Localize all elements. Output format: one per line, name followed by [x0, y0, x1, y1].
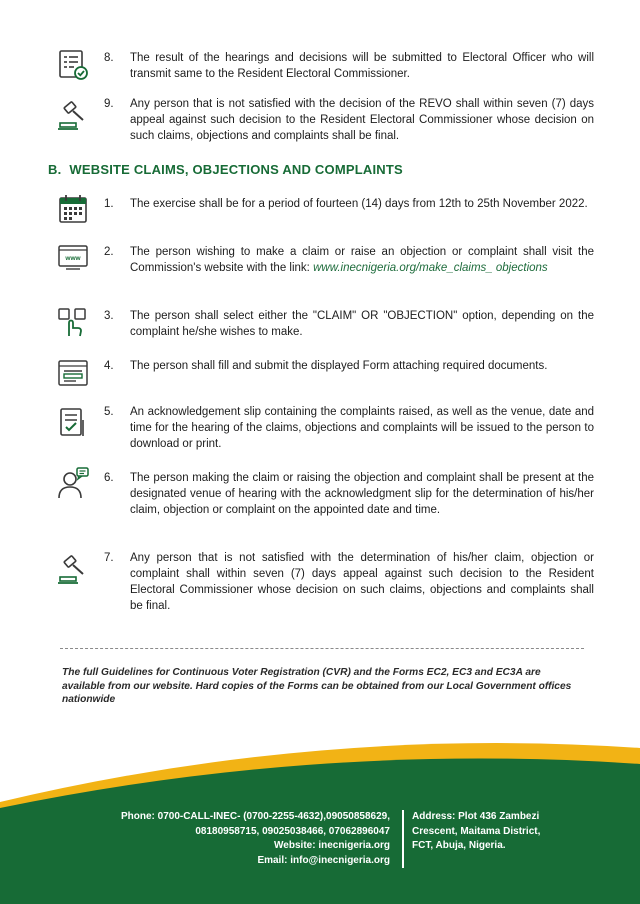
footer-address-line-3: FCT, Abuja, Nigeria. [412, 840, 506, 851]
svg-text:www: www [65, 255, 81, 262]
footer-website[interactable]: Website: inecnigeria.org [274, 840, 390, 851]
select-option-icon [56, 306, 90, 340]
item-number: 3. [104, 310, 114, 322]
checklist-icon [56, 48, 90, 82]
item-text: The exercise shall be for a period of fourteen (14) days from 12th to 25th November 2022. [130, 198, 588, 210]
form-icon [56, 356, 90, 390]
item-number: 5. [104, 406, 114, 418]
item-text: The person shall select either the "CLAIM" OR "OBJECTION" option, depending on the complaint he/she wishes to make. [130, 310, 594, 338]
person-speaking-icon [56, 466, 90, 500]
dashed-divider [60, 648, 584, 649]
section-title: WEBSITE CLAIMS, OBJECTIONS AND COMPLAINTS [69, 162, 403, 177]
footer-phone-line-1: Phone: 0700-CALL-INEC- (0700-2255-4632),09050858629, [120, 811, 390, 822]
item-text: The person shall fill and submit the displayed Form attaching required documents. [130, 360, 548, 372]
item-number: 7. [104, 552, 114, 564]
section-b-heading [48, 162, 403, 177]
item-number: 1. [104, 198, 114, 210]
item-number: 6. [104, 472, 114, 484]
item-text: The person making the claim or raising the objection and complaint shall be present at the designated venue of hearing with the acknowledgment slip for the determination of his/her claim, objection or complaint on the appointed date and time. [130, 472, 594, 516]
calendar-icon [56, 192, 90, 226]
item-text-body: The person wishing to make a claim or raise an objection or complaint shall visit the Commission's website with the link: [130, 246, 594, 274]
section-letter: B. [48, 162, 62, 177]
website-icon [56, 240, 90, 274]
item-number: 8. [104, 52, 114, 64]
footer-address-line-2: Crescent, Maitama District, [412, 825, 541, 837]
gavel-icon [56, 552, 90, 586]
item-text: Any person that is not satisfied with the decision of the REVO shall within seven (7) days appeal against such decision to the Resident Electoral Commissioner whose decision on such claims, objections and complaints shall be final. [130, 98, 594, 142]
footer-phone-line-2: 08180958715, 09025038466, 07062896047 [195, 825, 390, 837]
item-number: 2. [104, 246, 114, 258]
footer-separator [402, 810, 404, 868]
gavel-icon [56, 98, 90, 132]
item-number: 9. [104, 98, 114, 110]
claims-link[interactable]: www.inecnigeria.org/make_claims_ objections [313, 262, 548, 274]
item-text: An acknowledgement slip containing the complaints raised, as well as the venue, date and time for the hearing of the claims, objections and complaints will be issued to the person to download or print. [130, 406, 594, 450]
item-text: The result of the hearings and decisions will be submitted to Electoral Officer who will transmit same to the Resident Electoral Commissioner. [130, 52, 594, 80]
footer-address-line-1: Address: Plot 436 Zambezi [412, 811, 540, 822]
acknowledgement-slip-icon [56, 406, 90, 440]
item-number: 4. [104, 360, 114, 372]
item-text: Any person that is not satisfied with the determination of his/her claim, objection or complaint shall within seven (7) days appeal against such decision to the Resident Electoral Commissioner whose decision on such claims, objections and complaints shall be final. [130, 552, 594, 612]
footer-contact [60, 810, 390, 868]
footer-email[interactable]: Email: info@inecnigeria.org [257, 854, 390, 866]
guidelines-note: The full Guidelines for Continuous Voter Registration (CVR) and the Forms EC2, EC3 and EC3A are available from our website. Hard copies of the Forms can be obtained from our Local Government offices nationwide [62, 667, 572, 705]
footer-address [412, 810, 592, 854]
item-text [130, 244, 594, 276]
